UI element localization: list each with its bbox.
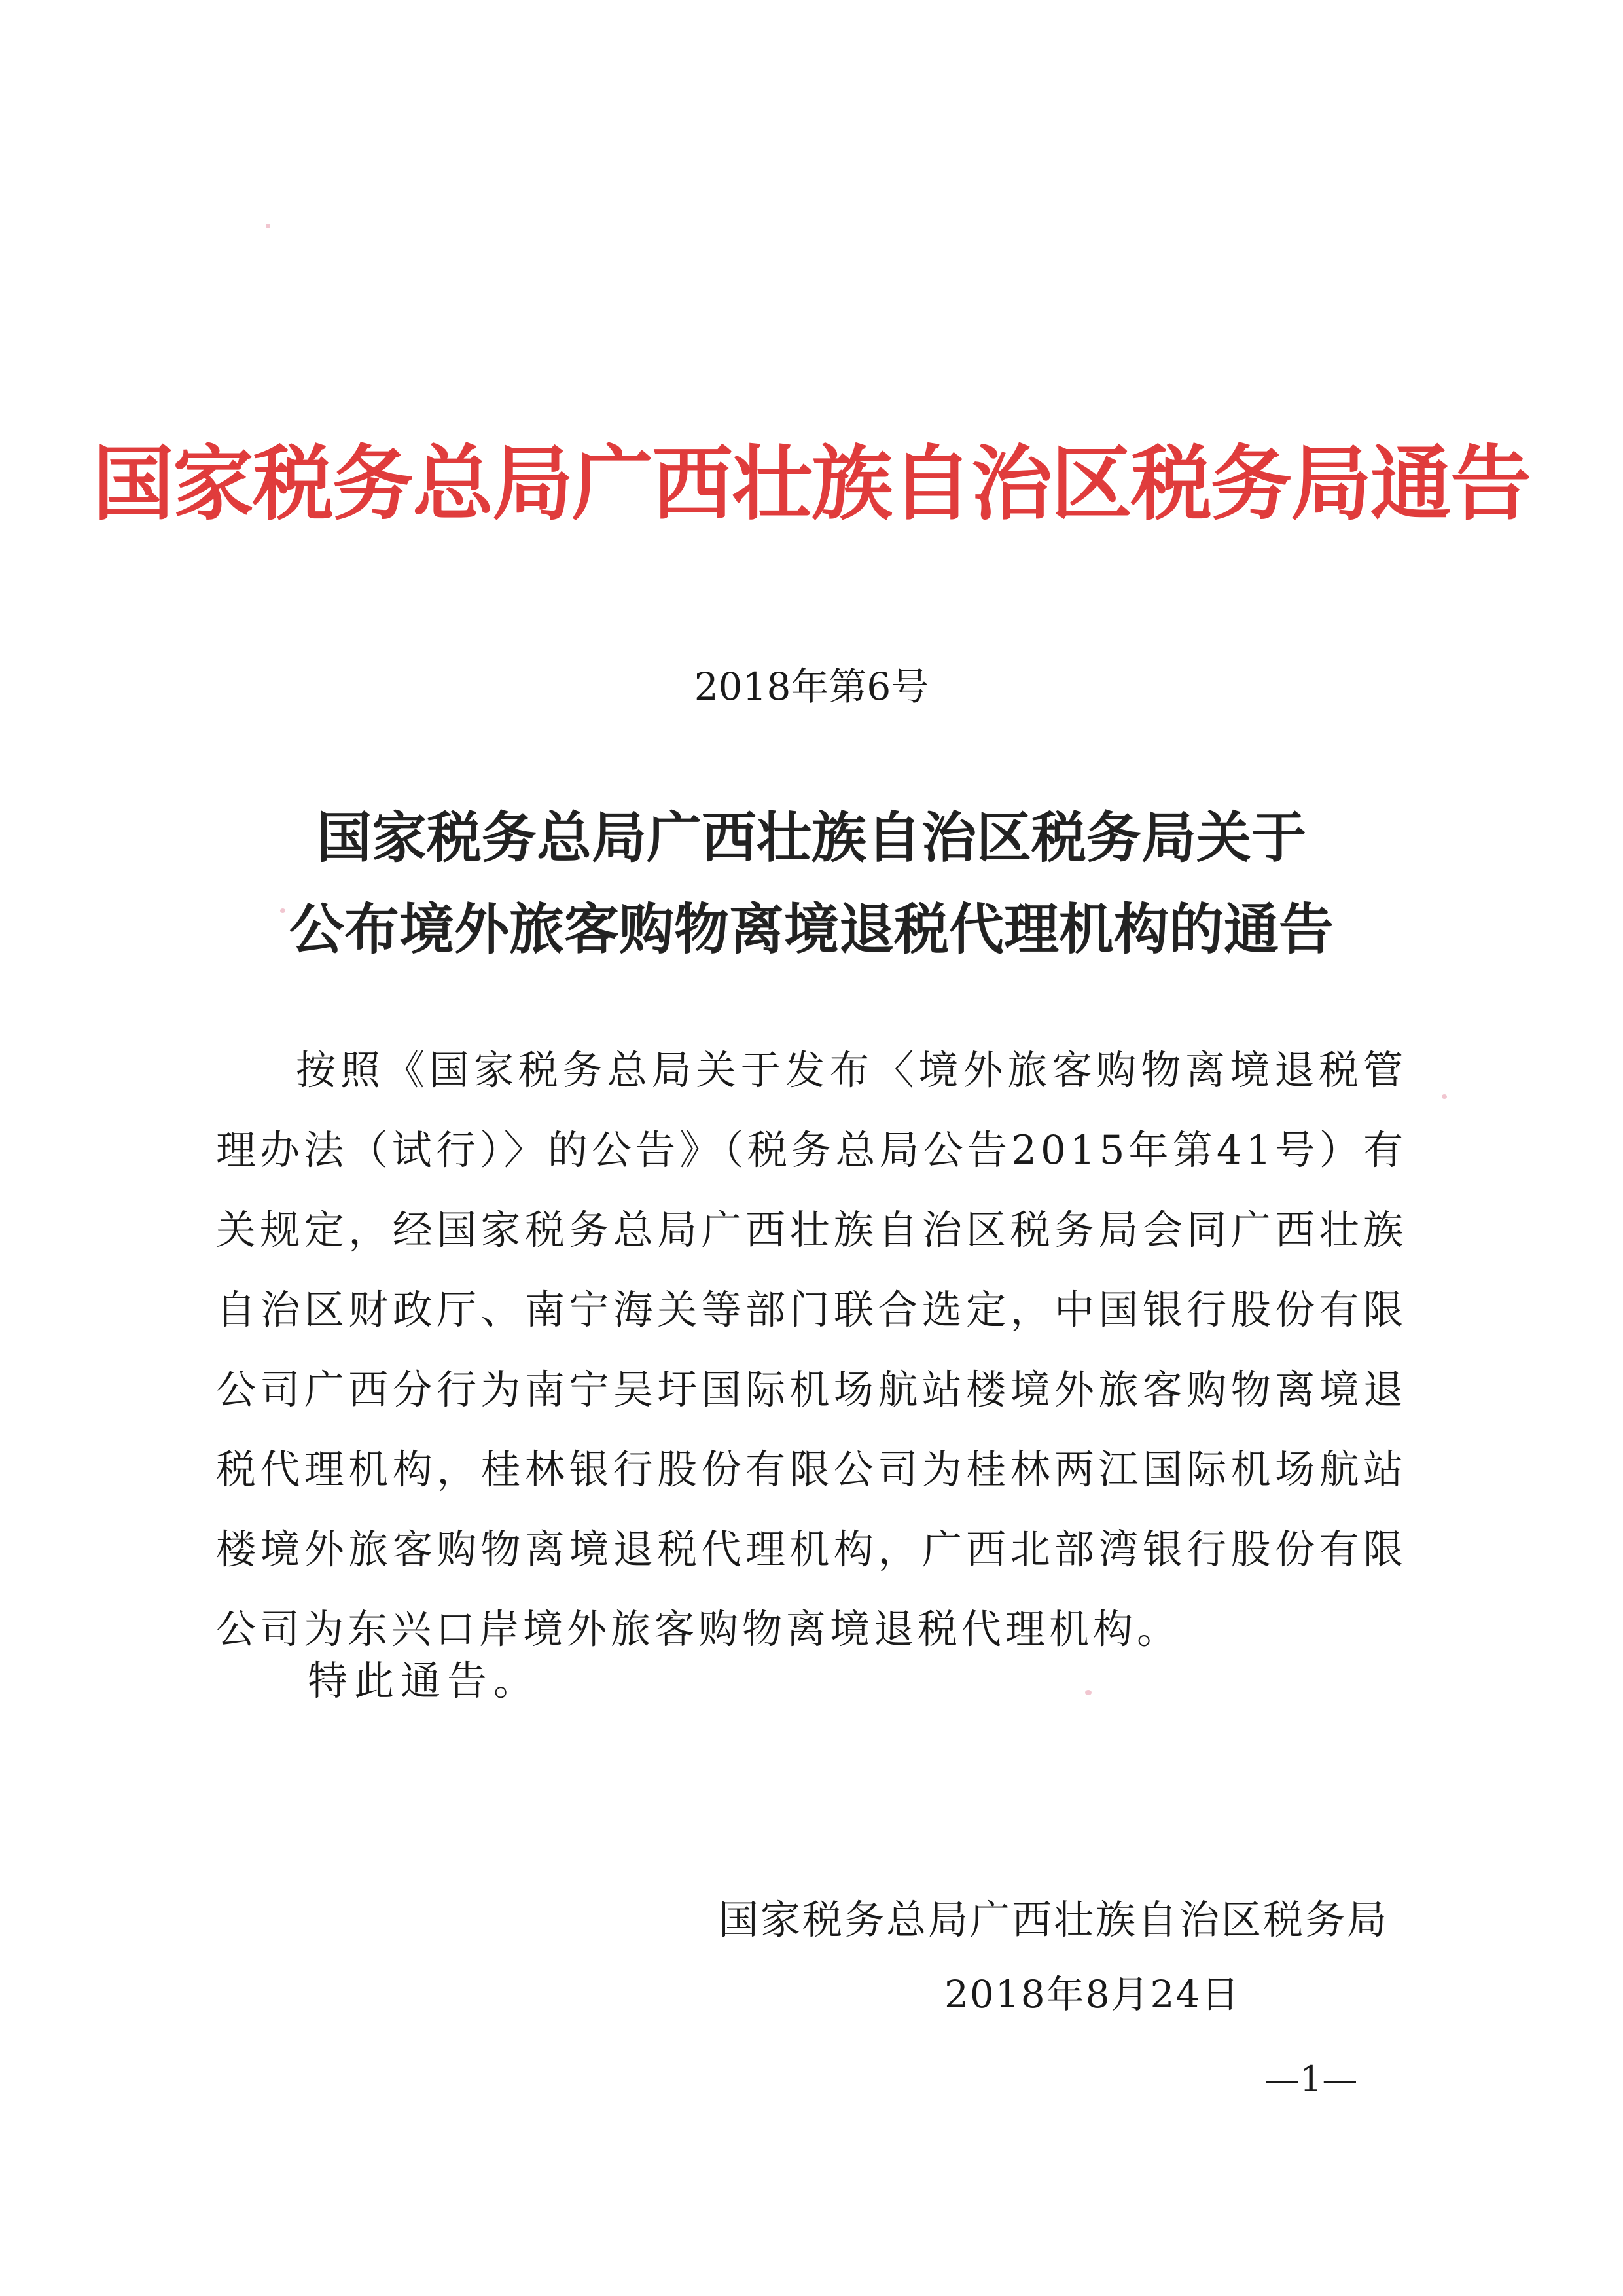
- issuer-signature: 国家税务总局广西壮族自治区税务局: [718, 1897, 1389, 1943]
- body-text: [216, 1031, 1407, 1670]
- scan-speck: [1442, 1094, 1447, 1099]
- body-paragraph: 按照《国家税务总局关于发布〈境外旅客购物离境退税管理办法（试行）〉的公告》（税务总局公告2015年第41号）有关规定，经国家税务总局广西壮族自治区税务局会同广西壮族自治区财政厅、南宁海关等部门联合选定，中国银行股份有限公司广西分行为南宁吴圩国际机场航站楼境外旅客购物离境退税代理机构，桂林银行股份有限公司为桂林两江国际机场航站楼境外旅客购物离境退税代理机构，广西北部湾银行股份有限公司为东兴口岸境外旅客购物离境退税代理机构。: [216, 1047, 1407, 1653]
- issue-date: 2018年8月24日: [944, 1972, 1241, 2017]
- title-line-2: 公布境外旅客购物离境退税代理机构的通告: [289, 897, 1334, 961]
- page-number: —1—: [1264, 2058, 1358, 2100]
- title-line-1: 国家税务总局广西壮族自治区税务局关于: [316, 806, 1306, 870]
- scan-speck: [266, 224, 270, 228]
- scan-speck: [280, 908, 285, 913]
- document-number: 2018年第6号: [694, 664, 929, 709]
- scan-speck: [1085, 1690, 1092, 1695]
- document-title: [0, 792, 1623, 975]
- organization-banner: 国家税务总局广西壮族自治区税务局通告: [92, 437, 1530, 531]
- closing-line: 特此通告。: [308, 1658, 541, 1704]
